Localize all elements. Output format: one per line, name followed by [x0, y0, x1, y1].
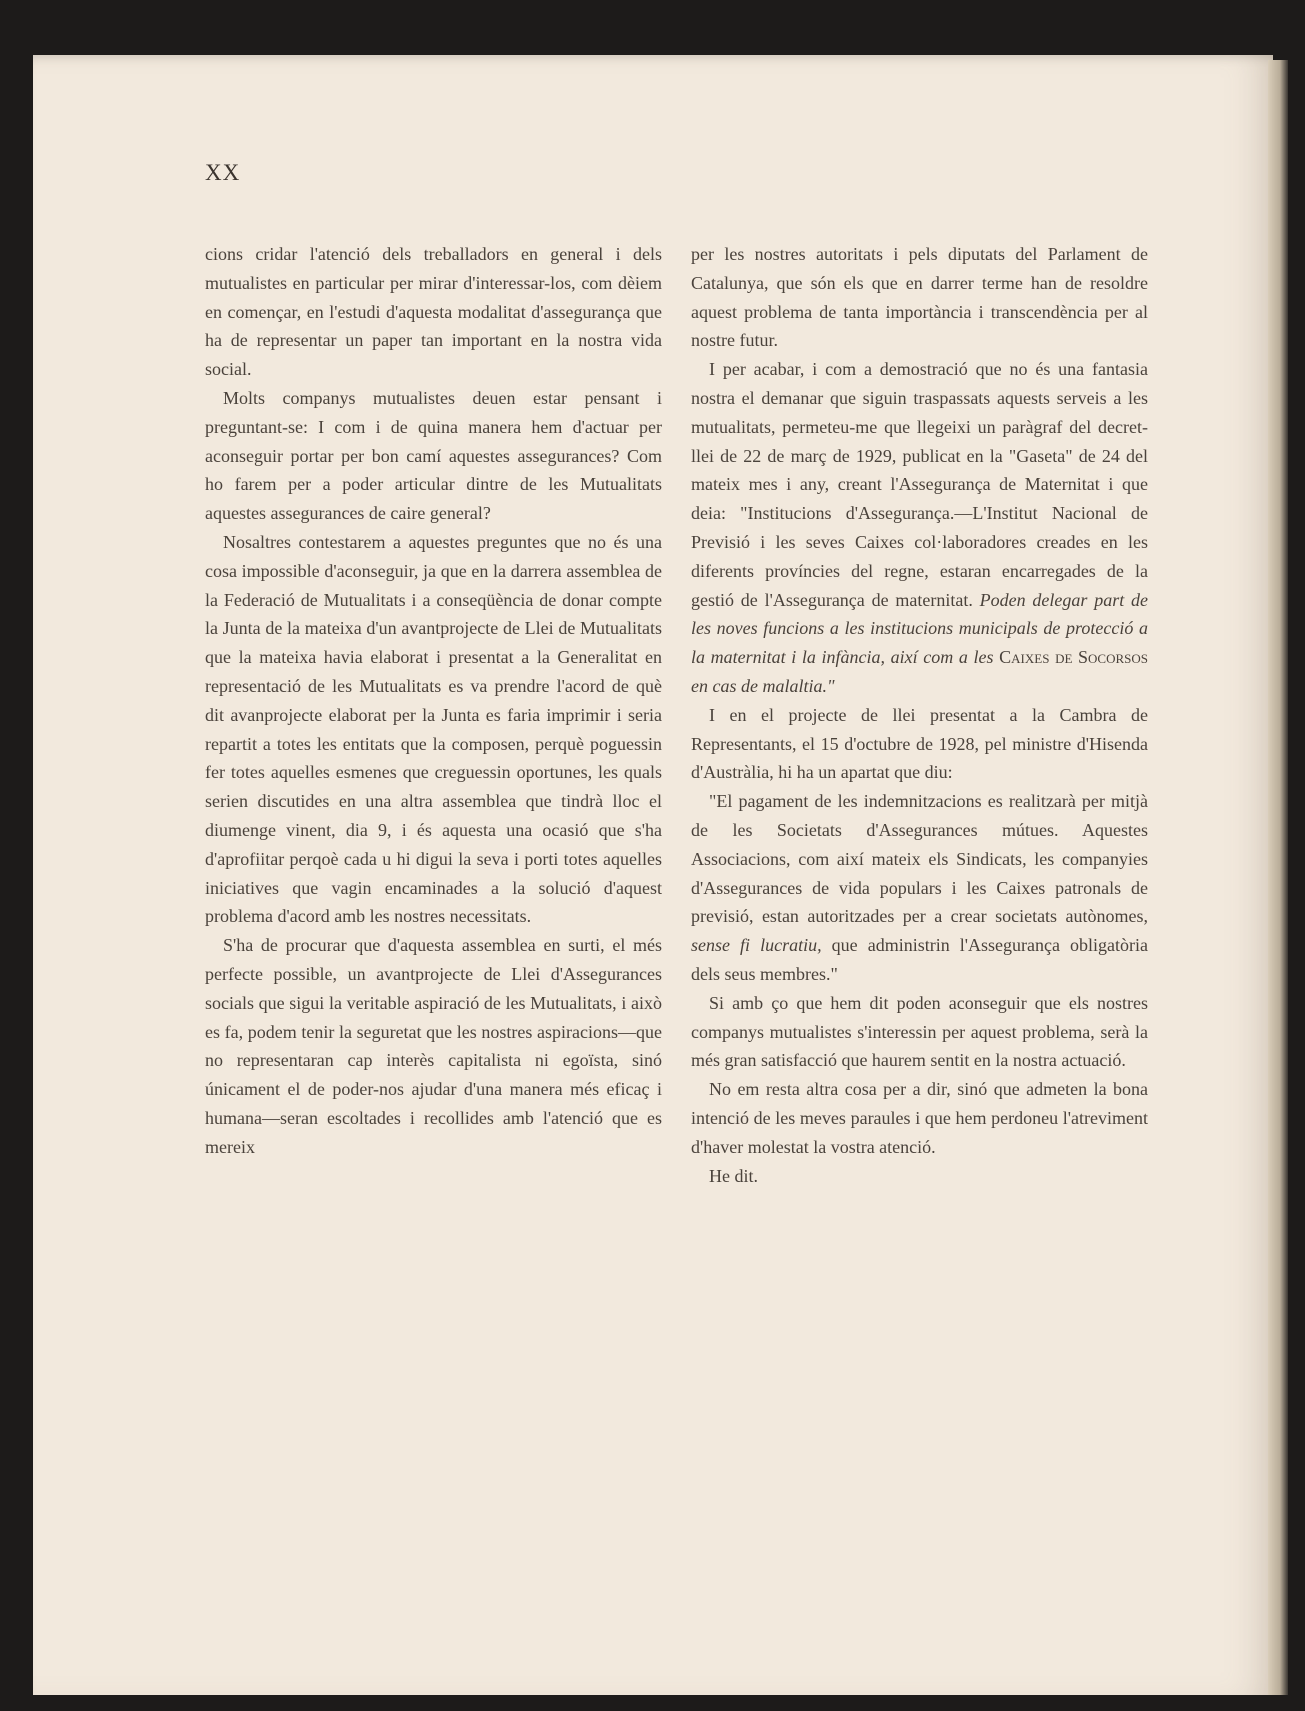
paragraph: I en el projecte de llei presentat a la Cambra de Representants, el 15 d'octubre de 1928, pel ministre d'Hisenda d'Austràlia, hi ha un apartat que diu: [691, 704, 1148, 783]
paragraph: cions cridar l'atenció dels treballadors en general i dels mutualistes en particular per mirar d'interessar-los, com dèiem en començar, en l'estudi d'aquesta modalitat d'assegurança que ha de representar un paper tan important en la nostra vida social. [205, 244, 662, 380]
paragraph: Molts companys mutualistes deuen estar pensant i preguntant-se: I com i de quina manera hem d'actuar per aconseguir portar per bon camí aquestes assegurances? Com ho farem per a poder articular dintre de les Mutualitats aquestes assegurances de caire general? [205, 387, 662, 524]
paragraph: No em resta altra cosa per a dir, sinó que admeten la bona intenció de les meves paraules i que hem perdoneu l'atreviment d'haver molestat la vostra atenció. [691, 1079, 1148, 1157]
italic-text: en cas de malaltia." [691, 675, 835, 696]
page-edge [1268, 60, 1288, 1695]
left-column [205, 240, 662, 1162]
paragraph-text: "El pagament de les indemnitzacions es realitzarà per mitjà de les Societats d'Assegurances mútues. Aquestes Associacions, com així mateix els Sindicats, les companyies d'Assegurances de vida populars i les Caixes patronals de previsió, estan autoritzades per a crear societats autònomes, [691, 791, 1148, 927]
paragraph-text: I per acabar, i com a demostració que no és una fantasia nostra el demanar que siguin traspassats aquests serveis a les mutualitats, permeteu-me que llegeixi un paràgraf del decret-llei de 22 de març de 1929, publicat en la "Gaseta" de 24 del mateix mes i any, creant l'Assegurança de Maternitat i que deia: "Institucions d'Assegurança.—L'Institut Nacional de Previsió i les seves Caixes col·laboradores creades en les diferents províncies del regne, estaran encarregades de la gestió de l'Assegurança de maternitat. [691, 359, 1148, 610]
italic-text: Poden delegar part de les noves funcions a les institucions municipals de protecció a la maternitat i la infància, així com a les [691, 589, 1148, 668]
italic-text: sense fi lucratiu, [691, 935, 822, 956]
paragraph: S'ha de procurar que d'aquesta assemblea en surti, el més perfecte possible, un avantprojecte de Llei d'Assegurances socials que sigui la veritable aspiració de les Mutualitats, i això es fa, podem tenir la seguretat que les nostres aspiracions—que no representaran cap interès capitalista ni egoïsta, sinó únicament el de poder-nos ajudar d'una manera més eficaç i humana—seran escoltades i recollides amb l'atenció que es mereix [205, 935, 662, 1157]
paragraph-text: que administrin l'Assegurança obligatòria dels seus membres." [691, 935, 1148, 984]
small-caps-text: Caixes de Socorsos [999, 647, 1149, 668]
paragraph: per les nostres autoritats i pels diputats del Parlament de Catalunya, que són els que en darrer terme han de resoldre aquest problema de tanta importància i transcendència per al nostre futur. [691, 244, 1148, 351]
right-column [691, 240, 1148, 1190]
paragraph: Si amb ço que hem dit poden aconseguir que els nostres companys mutualistes s'interessin per aquest problema, serà la més gran satisfacció que haurem sentit en la nostra actuació. [691, 992, 1148, 1071]
closing-line: He dit. [709, 1165, 758, 1186]
page-number: XX [205, 160, 241, 185]
paragraph: Nosaltres contestarem a aquestes preguntes que no és una cosa impossible d'aconseguir, ja que en la darrera assemblea de la Federació de Mutualitats i a conseqüència de donar compte la Junta de la mateixa d'un avantprojecte de Llei de Mutualitats que la mateixa havia elaborat i presentat a la Generalitat en representació de les Mutualitats es va prendre l'acord de què dit avanprojecte elaborat per la Junta es faria imprimir i seria repartit a totes les entitats que la composen, perquè poguessin fer totes aquelles esmenes que creguessin oportunes, les quals serien discutides en una altra assemblea que tindrà lloc el diumenge vinent, dia 9, i és aquesta una ocasió que s'ha d'aprofiitar perqoè cada u hi digui la seva i porti totes aquelles iniciatives que vagin encaminades a la solució d'aquest problema d'acord amb les nostres necessitats. [205, 531, 662, 927]
quoted-paragraph [691, 787, 1148, 989]
paragraph-with-quote [691, 355, 1148, 701]
